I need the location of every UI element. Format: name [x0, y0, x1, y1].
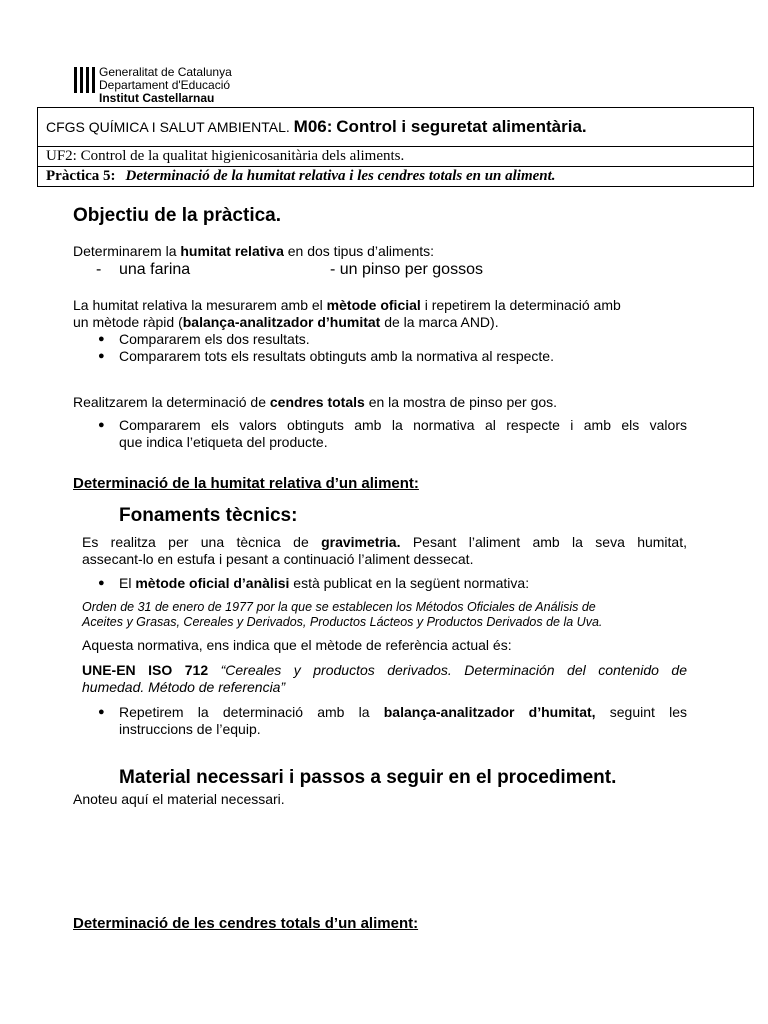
list-item	[98, 331, 698, 348]
ash-heading: Determinació de les cendres totals d’un aliment:	[73, 915, 419, 932]
procedure-heading: Material necessari i passos a seguir en el procediment.	[119, 767, 617, 788]
gravimetry-line-2: assecant-lo en estufa i pesant a continuació l’aliment dessecat.	[82, 551, 474, 567]
method-line-1	[73, 297, 621, 314]
practice-cell	[38, 167, 754, 187]
method-bold: mètode oficial	[326, 297, 421, 313]
gravimetry-bold: gravimetria.	[321, 534, 401, 550]
ash-text: Realitzarem la determinació de	[73, 394, 270, 410]
gravimetry-text: Es realitza per una tècnica de	[82, 534, 322, 550]
humidity-heading: Determinació de la humitat relativa d’un aliment:	[73, 475, 419, 492]
organization-block	[99, 66, 232, 105]
list-item	[98, 417, 687, 451]
analyzer-bold: balança-analitzador d’humitat,	[383, 704, 596, 720]
ash-intro	[73, 394, 557, 411]
method2-text-end: de la marca AND).	[380, 314, 499, 330]
une-standard	[82, 662, 687, 696]
gravimetry-paragraph	[82, 534, 687, 568]
procedure-note: Anoteu aquí el material necessari.	[73, 791, 285, 807]
bullet-icon: ●	[98, 577, 105, 589]
list-item-text: Compararem els valors obtinguts amb la normativa al respecte i amb els valors	[119, 417, 687, 433]
gravimetry-text-end: Pesant l’aliment amb la seva humitat,	[400, 534, 687, 550]
method2-bold: balança-analitzador d’humitat	[182, 314, 381, 330]
ash-bold: cendres totals	[269, 394, 365, 410]
practice-title: Determinació de la humitat relativa i les cendres totals en un aliment.	[125, 168, 556, 184]
regulation-citation	[82, 600, 687, 630]
analyzer-text-end: seguint les	[595, 704, 687, 720]
food-dash: -	[96, 261, 102, 278]
food-item-dogfood: - un pinso per gossos	[330, 261, 483, 278]
list-item-text: Compararem els dos resultats.	[119, 331, 310, 347]
une-title-line-2: humedad. Método de referencia”	[82, 679, 286, 695]
method-line-2	[73, 314, 499, 331]
bullet-icon: ●	[98, 333, 105, 345]
regulation-line-1: Orden de 31 de enero de 1977 por la que se establecen los Métodos Oficiales de Análisis de	[82, 600, 596, 614]
objective-intro	[73, 243, 434, 260]
method2-text: un mètode ràpid (	[73, 314, 183, 330]
module-title: Control i seguretat alimentària.	[336, 117, 587, 136]
bullet-icon: ●	[98, 419, 105, 431]
course-cell	[38, 108, 754, 147]
analyzer-text: Repetirem la determinació amb la	[119, 704, 384, 720]
une-title: “Cereales y productos derivados. Determinación del contenido de	[208, 662, 687, 678]
bullet-icon: ●	[98, 350, 105, 362]
official-method-bold: mètode oficial d’anàlisi	[135, 575, 290, 591]
official-method-text-end: està publicat en la següent normativa:	[289, 575, 530, 591]
bullet-icon: ●	[98, 706, 105, 718]
une-code: UNE-EN ISO 712	[82, 662, 209, 678]
method-text: La humitat relativa la mesurarem amb el	[73, 297, 327, 313]
list-item-text: que indica l’etiqueta del producte.	[119, 434, 328, 450]
institute-name: Institut Castellarnau	[99, 91, 215, 105]
practice-label: Pràctica 5:	[46, 168, 116, 184]
method-text-end: i repetirem la determinació amb	[420, 297, 621, 313]
food-item-flour: una farina	[119, 261, 191, 278]
list-item-text: Compararem tots els resultats obtinguts amb la normativa al respecte.	[119, 348, 554, 364]
intro-text-end: en dos tipus d’aliments:	[283, 243, 435, 259]
objective-heading: Objectiu de la pràctica.	[73, 205, 282, 226]
course-name: CFGS QUÍMICA I SALUT AMBIENTAL.	[46, 119, 290, 135]
org-line-1: Generalitat de Catalunya	[99, 65, 232, 79]
list-item	[98, 704, 687, 738]
unit-cell: UF2: Control de la qualitat higienicosanitària dels aliments.	[38, 147, 754, 167]
official-method-text: El	[119, 575, 136, 591]
org-line-2: Departament d'Educació	[99, 78, 231, 92]
list-item	[98, 348, 698, 365]
intro-bold: humitat relativa	[180, 243, 284, 259]
list-item	[98, 575, 698, 592]
reference-method-intro: Aquesta normativa, ens indica que el mètode de referència actual és:	[82, 637, 512, 653]
generalitat-logo-icon	[74, 67, 96, 93]
intro-text: Determinarem la	[73, 243, 181, 259]
technical-basis-heading: Fonaments tècnics:	[119, 505, 298, 526]
ash-text-end: en la mostra de pinso per gos.	[364, 394, 558, 410]
header-table	[37, 107, 754, 187]
analyzer-line-2: instruccions de l’equip.	[119, 721, 261, 737]
regulation-line-2: Aceites y Grasas, Cereales y Derivados, Productos Lácteos y Productos Derivados de la Uva.	[82, 615, 603, 629]
module-code: M06:	[293, 117, 333, 136]
